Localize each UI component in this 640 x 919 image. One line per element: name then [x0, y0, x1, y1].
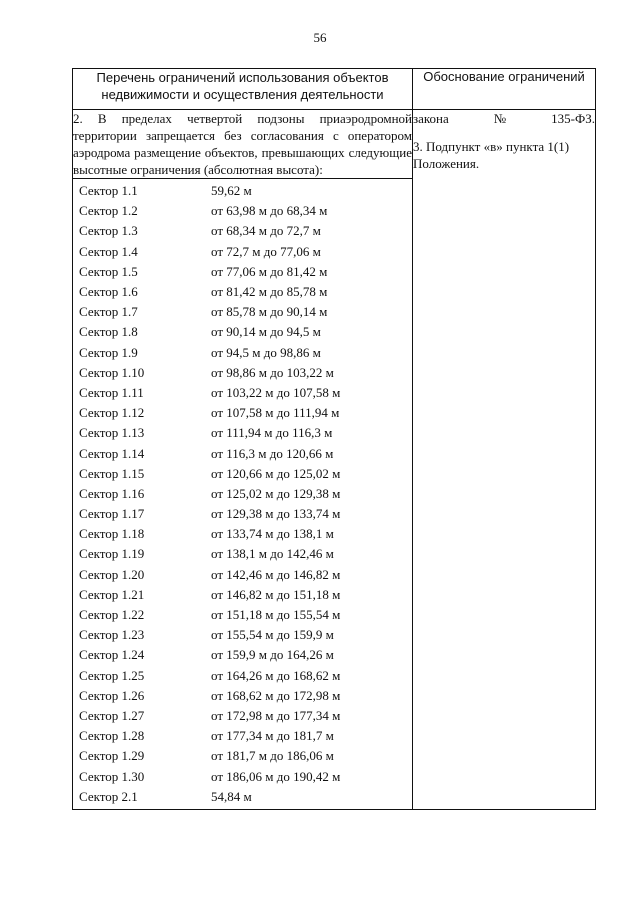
sector-height-limit: от 186,06 м до 190,42 м [211, 768, 341, 784]
sector-height-limit: от 155,54 м до 159,9 м [211, 627, 334, 643]
header-justification: Обоснование ограничений [413, 69, 596, 110]
sector-name: Сектор 1.30 [79, 768, 145, 784]
sector-name: Сектор 1.23 [79, 627, 145, 643]
restrictions-table [72, 68, 596, 810]
list-item [79, 565, 412, 585]
sector-name: Сектор 1.18 [79, 526, 145, 542]
sector-name: Сектор 1.27 [79, 707, 145, 723]
sector-height-limit: от 103,22 м до 107,58 м [211, 384, 341, 400]
sector-name: Сектор 1.11 [79, 384, 144, 400]
page-number: 56 [313, 30, 327, 45]
sectors-cell [73, 179, 413, 810]
list-item [79, 787, 412, 807]
justification-cell [413, 110, 596, 810]
sector-height-limit: от 90,14 м до 94,5 м [211, 324, 321, 340]
list-item [79, 706, 412, 726]
list-item [79, 221, 412, 241]
list-item [79, 363, 412, 383]
sector-name: Сектор 1.21 [79, 586, 145, 602]
sector-name: Сектор 1.29 [79, 748, 145, 764]
sector-height-limit: от 138,1 м до 142,46 м [211, 546, 334, 562]
sector-height-limit: от 116,3 м до 120,66 м [211, 445, 334, 461]
justification-subpoint: 3. Подпункт «в» пункта 1(1) Положения. [413, 139, 570, 171]
list-item [79, 443, 412, 463]
header-restrictions-list: Перечень ограничений использования объектов недвижимости и осуществления деятельности [73, 69, 413, 110]
sector-height-limit: 59,62 м [211, 183, 252, 199]
sector-height-limit: от 159,9 м до 164,26 м [211, 647, 334, 663]
justification-law-ref [413, 110, 595, 127]
list-item [79, 181, 412, 201]
list-item [79, 302, 412, 322]
sector-list [73, 179, 412, 809]
intro-row [73, 110, 596, 179]
sector-height-limit: от 142,46 м до 146,82 м [211, 566, 341, 582]
sector-name: Сектор 1.12 [79, 405, 145, 421]
sector-name: Сектор 1.14 [79, 445, 145, 461]
sector-height-limit: от 107,58 м до 111,94 м [211, 405, 340, 421]
sector-height-limit: от 63,98 м до 68,34 м [211, 203, 328, 219]
sector-name: Сектор 1.2 [79, 203, 138, 219]
sector-name: Сектор 1.1 [79, 183, 138, 199]
sector-height-limit: от 129,38 м до 133,74 м [211, 506, 341, 522]
list-item [79, 605, 412, 625]
law-number: 135-ФЗ. [551, 111, 595, 126]
sector-height-limit: 54,84 м [211, 788, 252, 804]
list-item [79, 282, 412, 302]
law-word: закона [413, 111, 449, 126]
sector-name: Сектор 1.28 [79, 728, 145, 744]
sector-name: Сектор 1.3 [79, 223, 138, 239]
sector-name: Сектор 1.25 [79, 667, 145, 683]
list-item [79, 625, 412, 645]
sector-name: Сектор 1.6 [79, 284, 138, 300]
sector-height-limit: от 81,42 м до 85,78 м [211, 284, 328, 300]
list-item [79, 262, 412, 282]
sector-height-limit: от 98,86 м до 103,22 м [211, 364, 334, 380]
sector-name: Сектор 1.15 [79, 465, 145, 481]
sector-height-limit: от 133,74 м до 138,1 м [211, 526, 334, 542]
sector-height-limit: от 120,66 м до 125,02 м [211, 465, 341, 481]
sector-name: Сектор 1.19 [79, 546, 145, 562]
sector-height-limit: от 111,94 м до 116,3 м [211, 425, 333, 441]
list-item [79, 484, 412, 504]
list-item [79, 726, 412, 746]
list-item [79, 645, 412, 665]
sector-height-limit: от 125,02 м до 129,38 м [211, 485, 341, 501]
sector-name: Сектор 2.1 [79, 788, 138, 804]
list-item [79, 666, 412, 686]
sector-name: Сектор 1.20 [79, 566, 145, 582]
list-item [79, 686, 412, 706]
sector-name: Сектор 1.10 [79, 364, 145, 380]
sector-name: Сектор 1.5 [79, 263, 138, 279]
sector-name: Сектор 1.7 [79, 304, 138, 320]
sector-height-limit: от 68,34 м до 72,7 м [211, 223, 321, 239]
sector-name: Сектор 1.22 [79, 607, 145, 623]
list-item [79, 242, 412, 262]
table-header-row [73, 69, 596, 110]
sector-name: Сектор 1.17 [79, 506, 145, 522]
list-item [79, 423, 412, 443]
sector-height-limit: от 181,7 м до 186,06 м [211, 748, 334, 764]
intro-text: 2. В пределах четвертой подзоны приаэродромной территории запрещается без согласования с оператором аэродрома размещение объектов, превышающих следующие высотные ограничения (абсолютная высота): [73, 111, 412, 177]
sector-height-limit: от 177,34 м до 181,7 м [211, 728, 334, 744]
sector-height-limit: от 72,7 м до 77,06 м [211, 243, 321, 259]
sector-name: Сектор 1.4 [79, 243, 138, 259]
sector-height-limit: от 168,62 м до 172,98 м [211, 687, 341, 703]
list-item [79, 504, 412, 524]
sector-name: Сектор 1.8 [79, 324, 138, 340]
list-item [79, 746, 412, 766]
sector-name: Сектор 1.16 [79, 485, 145, 501]
list-item [79, 201, 412, 221]
sector-name: Сектор 1.13 [79, 425, 145, 441]
sector-name: Сектор 1.26 [79, 687, 145, 703]
number-sign: № [493, 111, 507, 126]
list-item [79, 585, 412, 605]
sector-name: Сектор 1.24 [79, 647, 145, 663]
list-item [79, 464, 412, 484]
sector-height-limit: от 151,18 м до 155,54 м [211, 607, 341, 623]
sector-height-limit: от 77,06 м до 81,42 м [211, 263, 328, 279]
sector-height-limit: от 164,26 м до 168,62 м [211, 667, 341, 683]
list-item [79, 524, 412, 544]
sector-height-limit: от 85,78 м до 90,14 м [211, 304, 328, 320]
sector-height-limit: от 172,98 м до 177,34 м [211, 707, 341, 723]
sector-height-limit: от 94,5 м до 98,86 м [211, 344, 321, 360]
sector-name: Сектор 1.9 [79, 344, 138, 360]
sector-height-limit: от 146,82 м до 151,18 м [211, 586, 341, 602]
list-item [79, 403, 412, 423]
list-item [79, 544, 412, 564]
list-item [79, 343, 412, 363]
list-item [79, 766, 412, 786]
list-item [79, 322, 412, 342]
list-item [79, 383, 412, 403]
